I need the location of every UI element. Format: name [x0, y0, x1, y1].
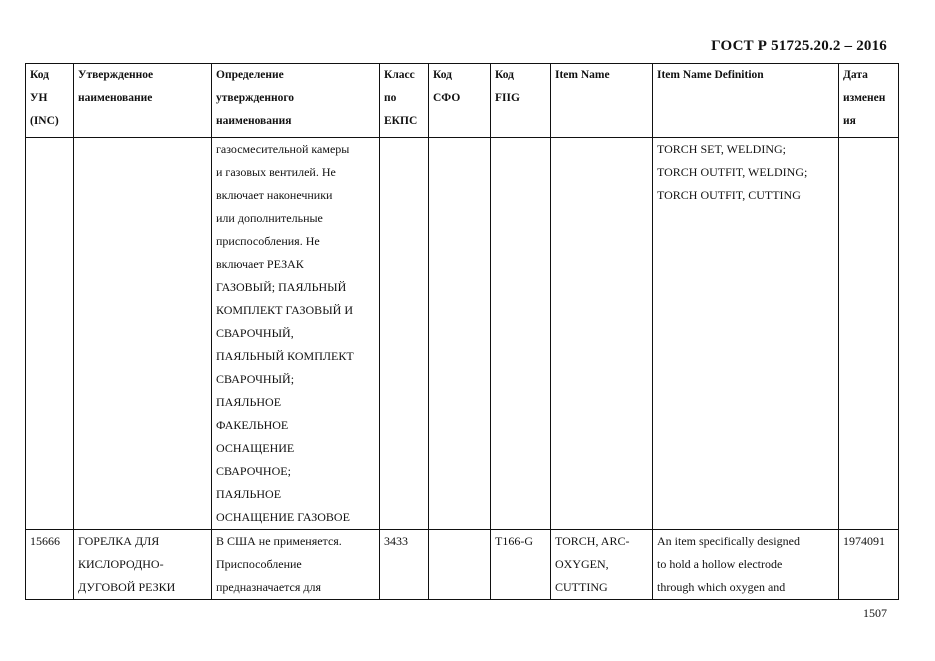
- definition-cell: [212, 138, 380, 530]
- text-line: Item Name Definition: [657, 69, 764, 81]
- text-line: TORCH OUTFIT, WELDING;: [657, 165, 808, 179]
- text-line: Код: [433, 69, 453, 81]
- header-cell: [653, 64, 839, 138]
- table-cell: [380, 138, 429, 530]
- text-line: и газовых вентилей. Не: [216, 165, 336, 179]
- header-row: [26, 64, 899, 138]
- text-line: Код: [495, 69, 515, 81]
- header-cell: [839, 64, 899, 138]
- text-line: СВАРОЧНОЕ;: [216, 464, 291, 478]
- text-line: ГАЗОВЫЙ; ПАЯЛЬНЫЙ: [216, 280, 347, 294]
- change-date-cell: 1974091: [839, 530, 899, 600]
- text-line: ЕКПС: [384, 115, 418, 127]
- text-line: Утвержденное: [78, 69, 154, 81]
- table-cell: [491, 138, 551, 530]
- text-line: КОМПЛЕКТ ГАЗОВЫЙ И: [216, 303, 353, 317]
- text-line: ПАЯЛЬНОЕ: [216, 487, 282, 501]
- text-line: OXYGEN,: [555, 557, 609, 571]
- text-line: ПАЯЛЬНЫЙ КОМПЛЕКТ: [216, 349, 354, 363]
- item-name-definition-cell: [653, 138, 839, 530]
- text-line: или дополнительные: [216, 211, 323, 225]
- text-line: TORCH OUTFIT, CUTTING: [657, 188, 801, 202]
- text-line: Приспособление: [216, 557, 302, 571]
- text-line: ия: [843, 115, 856, 127]
- definition-cell: [212, 530, 380, 600]
- continuation-row: [26, 138, 899, 530]
- text-line: утвержденного: [216, 92, 295, 104]
- text-line: СВАРОЧНЫЙ,: [216, 326, 294, 340]
- text-line: приспособления. Не: [216, 234, 320, 248]
- text-line: СФО: [433, 92, 461, 104]
- code-un-cell: 15666: [26, 530, 74, 600]
- header-cell: [491, 64, 551, 138]
- text-line: ПАЯЛЬНОЕ: [216, 395, 282, 409]
- header-cell: [429, 64, 491, 138]
- text-line: An item specifically designed: [657, 534, 800, 548]
- table-cell: [74, 138, 212, 530]
- text-line: TORCH, ARC-: [555, 534, 630, 548]
- text-line: СВАРОЧНЫЙ;: [216, 372, 295, 386]
- text-line: изменен: [843, 92, 886, 104]
- approved-name-cell: [74, 530, 212, 600]
- text-line: по: [384, 92, 397, 104]
- item-name-cell: [551, 530, 653, 600]
- text-line: газосмесительной камеры: [216, 142, 350, 156]
- text-line: наименования: [216, 115, 292, 127]
- text-line: предназначается для: [216, 580, 321, 594]
- page-number: 1507: [863, 606, 887, 620]
- header-cell: [551, 64, 653, 138]
- text-line: ОСНАЩЕНИЕ ГАЗОВОЕ: [216, 510, 350, 524]
- text-line: включает наконечники: [216, 188, 333, 202]
- text-line: Код: [30, 69, 50, 81]
- text-line: ДУГОВОЙ РЕЗКИ: [78, 580, 176, 594]
- table-cell: [551, 138, 653, 530]
- text-line: КИСЛОРОДНО-: [78, 557, 164, 571]
- text-line: FIIG: [495, 92, 520, 104]
- table-cell: [429, 138, 491, 530]
- text-line: ОСНАЩЕНИЕ: [216, 441, 295, 455]
- text-line: TORCH SET, WELDING;: [657, 142, 786, 156]
- text-line: Класс: [384, 69, 415, 81]
- table-cell: [839, 138, 899, 530]
- text-line: Определение: [216, 69, 284, 81]
- header-cell: [380, 64, 429, 138]
- text-line: наименование: [78, 92, 153, 104]
- standard-title: ГОСТ Р 51725.20.2 – 2016: [711, 38, 887, 54]
- text-line: to hold a hollow electrode: [657, 557, 783, 571]
- header-cell: [26, 64, 74, 138]
- text-line: УН: [30, 92, 48, 104]
- text-line: В США не применяется.: [216, 534, 342, 548]
- code-sfo-cell: [429, 530, 491, 600]
- text-line: ФАКЕЛЬНОЕ: [216, 418, 289, 432]
- code-fiig-cell: T166-G: [491, 530, 551, 600]
- header-cell: [212, 64, 380, 138]
- text-line: Дата: [843, 69, 868, 81]
- item-name-definition-cell: [653, 530, 839, 600]
- classification-table: [25, 63, 899, 600]
- text-line: Item Name: [555, 69, 610, 81]
- header-cell: [74, 64, 212, 138]
- text-line: ГОРЕЛКА ДЛЯ: [78, 534, 160, 548]
- text-line: (INC): [30, 115, 59, 127]
- text-line: through which oxygen and: [657, 580, 786, 594]
- class-ekps-cell: 3433: [380, 530, 429, 600]
- entry-row: [26, 530, 899, 600]
- text-line: включает РЕЗАК: [216, 257, 304, 271]
- table-cell: [26, 138, 74, 530]
- text-line: CUTTING: [555, 580, 608, 594]
